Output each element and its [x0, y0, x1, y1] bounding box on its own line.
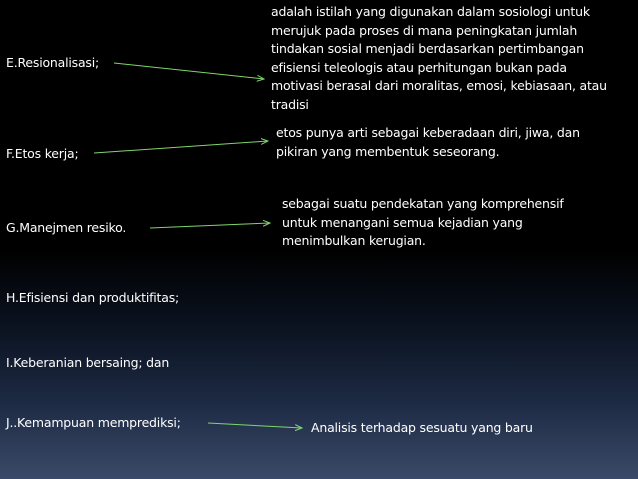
- definition-e-line: efisiensi teleologis atau perhitungan bukan pada: [271, 59, 567, 75]
- definition-e-line: merujuk pada proses di mana peningkatan jumlah: [271, 22, 578, 38]
- definition-e-line: motivasi berasal dari moralitas, emosi, kebiasaan, atau: [271, 78, 607, 93]
- arrow-j: [208, 423, 302, 428]
- term-j-kemampuan: J..Kemampuan memprediksi;: [6, 415, 181, 430]
- definition-f-line: pikiran yang membentuk seseorang.: [276, 143, 500, 159]
- definition-g-line: untuk menangani semua kejadian yang: [282, 214, 523, 230]
- term-f-etos-kerja: F.Etos kerja;: [6, 146, 79, 161]
- definition-e: [271, 3, 607, 114]
- definition-g-line: sebagai suatu pendekatan yang komprehensif: [282, 196, 564, 211]
- term-g-manajemen-resiko: G.Manejmen resiko.: [6, 220, 127, 235]
- definition-f: [276, 124, 580, 161]
- definition-e-line: tindakan sosial menjadi berdasarkan pertimbangan: [271, 41, 584, 56]
- definition-g-line: menimbulkan kerugian.: [282, 233, 426, 248]
- arrow-f: [94, 141, 268, 153]
- arrow-e: [114, 63, 264, 79]
- term-h-efisiensi: H.Efisiensi dan produktifitas;: [6, 290, 180, 305]
- definition-f-line: etos punya arti sebagai keberadaan diri, jiwa, dan: [276, 125, 580, 140]
- arrow-g: [150, 223, 270, 228]
- definition-e-line: adalah istilah yang digunakan dalam sosiologi untuk: [271, 4, 590, 19]
- definition-g: [282, 195, 564, 251]
- term-e-resionalisasi: E.Resionalisasi;: [6, 55, 100, 70]
- term-i-keberanian: I.Keberanian bersaing; dan: [6, 355, 170, 370]
- definition-j: Analisis terhadap sesuatu yang baru: [311, 420, 533, 435]
- definition-e-line: tradisi: [271, 96, 309, 112]
